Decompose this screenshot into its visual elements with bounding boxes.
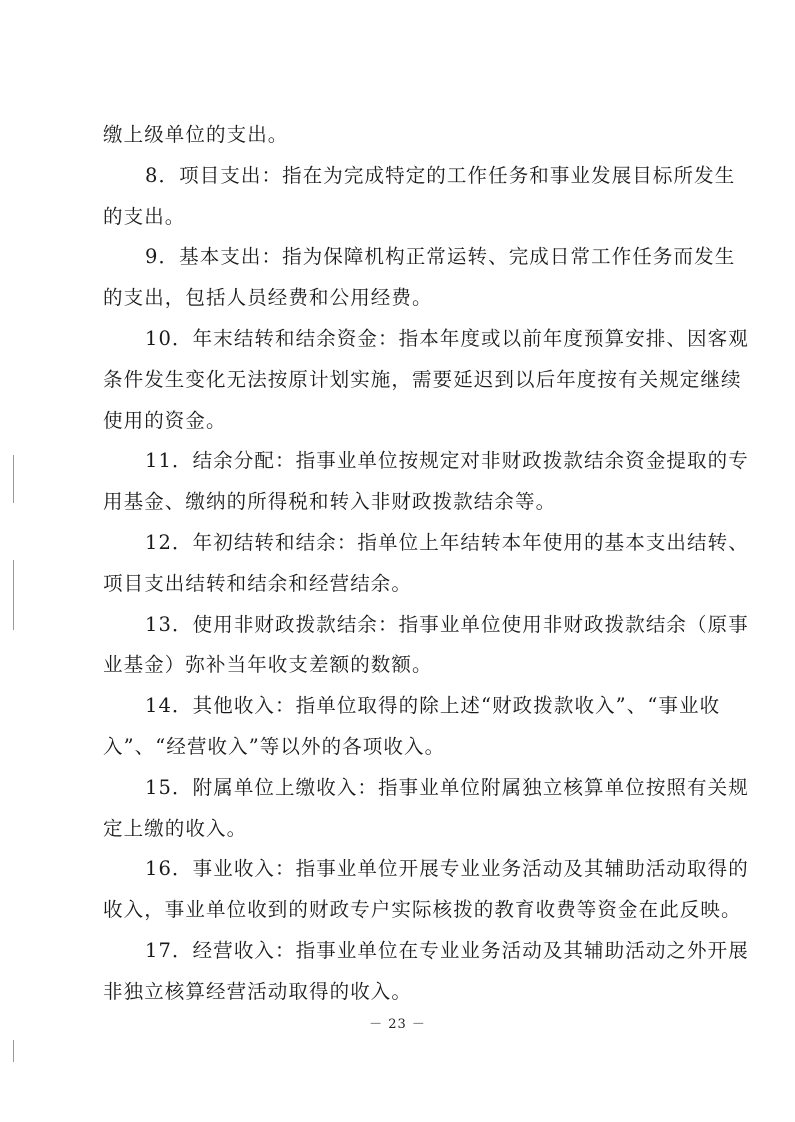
item-9-line-1: 9．基本支出：指为保障机构正常运转、完成日常工作任务而发生 (145, 245, 736, 268)
item-13-line-2: 业基金）弥补当年收支差额的数额。 (103, 653, 433, 676)
item-16-line-2: 收入，事业单位收到的财政专户实际核拨的教育收费等资金在此反映。 (103, 898, 742, 921)
item-13-line-1: 13．使用非财政拨款结余：指事业单位使用非财政拨款结余（原事 (145, 613, 749, 636)
item-9-line-2: 的支出，包括人员经费和公用经费。 (103, 286, 433, 309)
scan-edge-mark (13, 455, 14, 503)
item-14-line-1: 14．其他收入：指单位取得的除上述“财政拨款收入”、“事业收 (145, 694, 721, 717)
item-12-line-2: 项目支出结转和结余和经营结余。 (103, 572, 413, 595)
text-line: 缴上级单位的支出。 (103, 123, 289, 146)
item-12-line-1: 12．年初结转和结余：指单位上年结转本年使用的基本支出结转、 (145, 531, 749, 554)
item-16-line-1: 16．事业收入：指事业单位开展专业业务活动及其辅助活动取得的 (145, 857, 749, 880)
item-15-line-2: 定上缴的收入。 (103, 817, 248, 840)
page-number: － 23 － (369, 1017, 426, 1032)
item-10-line-2: 条件发生变化无法按原计划实施，需要延迟到以后年度按有关规定继续 (103, 368, 742, 391)
item-8-line-1: 8．项目支出：指在为完成特定的工作任务和事业发展目标所发生 (145, 164, 736, 187)
item-10-line-3: 使用的资金。 (103, 409, 227, 432)
item-15-line-1: 15．附属单位上缴收入：指事业单位附属独立核算单位按照有关规 (145, 776, 749, 799)
item-17-line-2: 非独立核算经营活动取得的收入。 (103, 980, 413, 1003)
item-11-line-1: 11．结余分配：指事业单位按规定对非财政拨款结余资金提取的专 (145, 449, 749, 472)
item-10-line-1: 10．年末结转和结余资金：指本年度或以前年度预算安排、因客观 (145, 327, 749, 350)
scan-edge-mark (13, 1040, 14, 1062)
item-14-line-2: 入”、“经营收入”等以外的各项收入。 (103, 735, 446, 758)
item-11-line-2: 用基金、缴纳的所得税和转入非财政拨款结余等。 (103, 490, 557, 513)
scan-edge-mark (13, 560, 14, 630)
item-8-line-2: 的支出。 (103, 205, 186, 228)
item-17-line-1: 17．经营收入：指事业单位在专业业务活动及其辅助活动之外开展 (145, 939, 749, 962)
